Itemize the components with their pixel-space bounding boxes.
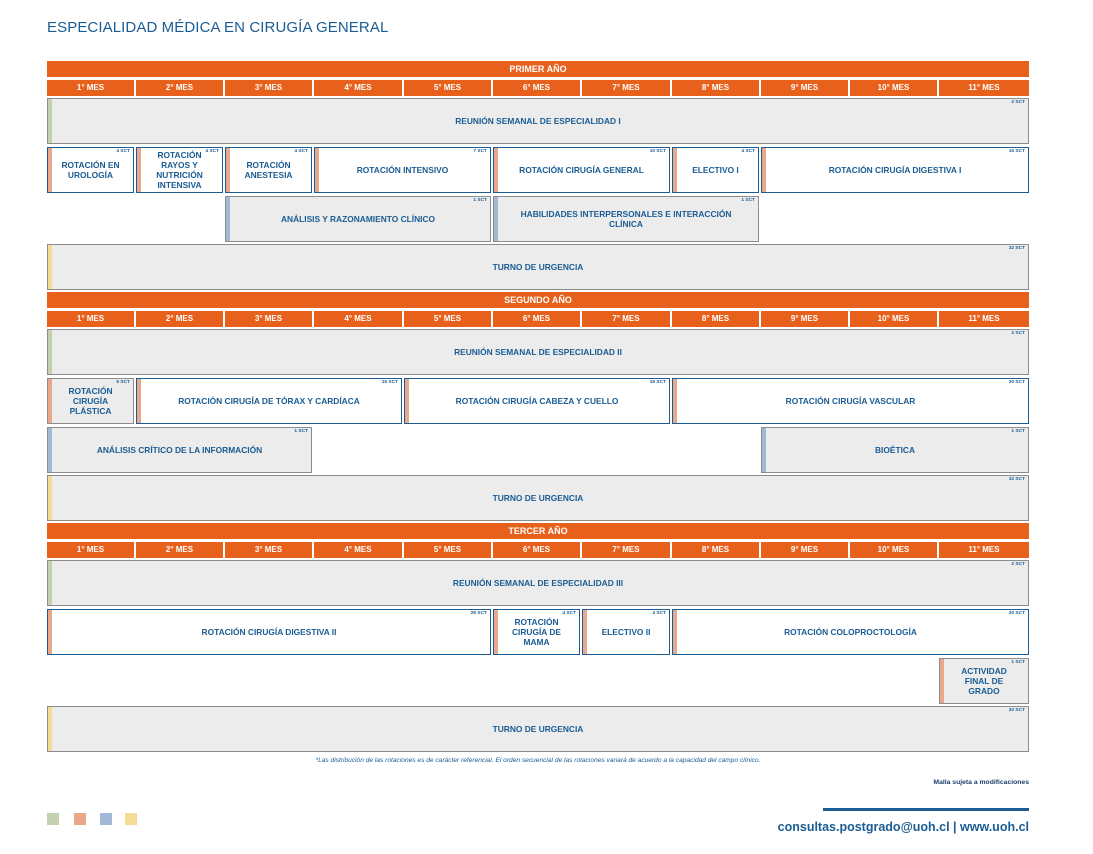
course-block-rotacion-cirugia-general [493, 147, 670, 193]
month-label: 2° MES [136, 80, 223, 96]
category-accent [940, 659, 944, 703]
course-block-turno-de-urgencia [47, 244, 1029, 290]
course-block-reunion-semanal-de-especialidad-iii [47, 560, 1029, 606]
credit-badge: 1 SCT [1011, 660, 1025, 665]
course-label: ROTACIÓN CIRUGÍA DE MAMA [511, 617, 561, 647]
credit-badge: 20 SCT [1008, 611, 1025, 616]
credit-badge: 15 SCT [381, 380, 398, 385]
legend-swatch-yellow [125, 813, 137, 825]
year-header: TERCER AÑO [47, 523, 1029, 539]
course-block-rotacion-cirugia-vascular [672, 378, 1029, 424]
month-label: 5° MES [404, 80, 491, 96]
credit-badge: 5 SCT [116, 380, 130, 385]
month-label: 11° MES [939, 542, 1029, 558]
category-accent [673, 379, 677, 423]
category-accent [762, 428, 766, 472]
course-block-electivo-i [672, 147, 759, 193]
month-label: 5° MES [404, 311, 491, 327]
course-label: ROTACIÓN INTENSIVO [356, 165, 449, 175]
course-block-rotacion-rayos-y-nutricion-intensiva [136, 147, 223, 193]
course-label: ROTACIÓN CIRUGÍA DIGESTIVA II [201, 627, 337, 637]
course-block-analisis-critico-de-la-informacion [47, 427, 312, 473]
course-label: ROTACIÓN CIRUGÍA PLÁSTICA [68, 386, 113, 416]
course-block-rotacion-cirugia-plastica [47, 378, 134, 424]
course-block-rotacion-anestesia [225, 147, 312, 193]
month-label: 1° MES [47, 542, 134, 558]
legend-swatch-blue [100, 813, 112, 825]
month-label: 7° MES [582, 311, 670, 327]
course-block-rotacion-coloproctologia [672, 609, 1029, 655]
course-block-rotacion-cirugia-de-torax-y-cardiaca [136, 378, 402, 424]
credit-badge: 2 SCT [1011, 331, 1025, 336]
course-label: ROTACIÓN EN UROLOGÍA [61, 160, 120, 180]
credit-badge: 4 SCT [205, 149, 219, 154]
credit-badge: 2 SCT [1011, 562, 1025, 567]
course-label: TURNO DE URGENCIA [492, 724, 584, 734]
course-block-rotacion-intensivo [314, 147, 491, 193]
category-accent [315, 148, 319, 192]
course-label: ELECTIVO I [692, 165, 739, 175]
course-label: TURNO DE URGENCIA [492, 262, 584, 272]
malla-note: Malla sujeta a modificaciones [933, 779, 1029, 786]
course-label: ANÁLISIS CRÍTICO DE LA INFORMACIÓN [96, 445, 263, 455]
category-accent [48, 99, 52, 143]
course-block-rotacion-en-urologia [47, 147, 134, 193]
category-accent [48, 707, 52, 751]
credit-badge: 1 SCT [473, 198, 487, 203]
course-label: ACTIVIDAD FINAL DE GRADO [961, 666, 1007, 696]
credit-badge: 1 SCT [1011, 429, 1025, 434]
category-accent [48, 245, 52, 289]
month-label: 9° MES [761, 542, 848, 558]
month-label: 10° MES [850, 80, 937, 96]
month-header-row [47, 542, 1029, 558]
category-accent [673, 610, 677, 654]
course-label: ROTACIÓN CIRUGÍA GENERAL [519, 165, 644, 175]
month-label: 8° MES [672, 80, 759, 96]
category-accent [226, 148, 230, 192]
category-accent [405, 379, 409, 423]
category-accent [762, 148, 766, 192]
contact-divider [823, 808, 1029, 811]
course-block-actividad-final-de-grado [939, 658, 1029, 704]
course-label: ROTACIÓN CIRUGÍA CABEZA Y CUELLO [455, 396, 619, 406]
month-label: 4° MES [314, 542, 402, 558]
course-label: BIOÉTICA [874, 445, 915, 455]
course-block-rotacion-cirugia-de-mama [493, 609, 580, 655]
course-block-rotacion-cirugia-digestiva-ii [47, 609, 491, 655]
course-block-electivo-ii [582, 609, 670, 655]
category-accent [673, 148, 677, 192]
month-header-row [47, 80, 1029, 96]
course-block-analisis-y-razonamiento-clinico [225, 196, 491, 242]
course-block-turno-de-urgencia [47, 475, 1029, 521]
category-accent [48, 330, 52, 374]
course-block-habilidades-interpersonales-e-interaccion-clinica [493, 196, 759, 242]
page-title: ESPECIALIDAD MÉDICA EN CIRUGÍA GENERAL [47, 19, 389, 36]
legend-swatch-green [47, 813, 59, 825]
year-header: PRIMER AÑO [47, 61, 1029, 77]
credit-badge: 32 SCT [1008, 477, 1025, 482]
course-label: ROTACIÓN CIRUGÍA DE TÓRAX Y CARDÍACA [178, 396, 360, 406]
credit-badge: 2 SCT [1011, 100, 1025, 105]
credit-badge: 20 SCT [1008, 380, 1025, 385]
month-label: 11° MES [939, 311, 1029, 327]
credit-badge: 32 SCT [1008, 708, 1025, 713]
month-label: 1° MES [47, 80, 134, 96]
category-accent [137, 148, 141, 192]
month-label: 3° MES [225, 80, 312, 96]
credit-badge: 15 SCT [649, 380, 666, 385]
course-label: ROTACIÓN CIRUGÍA VASCULAR [785, 396, 916, 406]
course-block-bioetica [761, 427, 1029, 473]
month-label: 5° MES [404, 542, 491, 558]
course-label: REUNIÓN SEMANAL DE ESPECIALIDAD I [455, 116, 621, 126]
month-label: 3° MES [225, 542, 312, 558]
category-accent [48, 379, 52, 423]
credit-badge: 32 SCT [1008, 246, 1025, 251]
category-accent [494, 197, 498, 241]
month-label: 8° MES [672, 542, 759, 558]
course-label: REUNIÓN SEMANAL DE ESPECIALIDAD III [452, 578, 624, 588]
credit-badge: 4 SCT [116, 149, 130, 154]
credit-badge: 4 SCT [562, 611, 576, 616]
footnote: *Las distribución de las rotaciones es de carácter referencial. El orden secuencial de las rotaciones variará de acuerdo a la capacidad del campo clínico. [315, 757, 761, 764]
course-label: TURNO DE URGENCIA [492, 493, 584, 503]
credit-badge: 1 SCT [741, 198, 755, 203]
course-label: ROTACIÓN COLOPROCTOLOGÍA [784, 627, 917, 637]
month-label: 8° MES [672, 311, 759, 327]
category-accent [583, 610, 587, 654]
credit-badge: 1 SCT [294, 429, 308, 434]
course-label: ANÁLISIS Y RAZONAMIENTO CLÍNICO [280, 214, 436, 224]
month-label: 10° MES [850, 542, 937, 558]
month-label: 6° MES [493, 542, 580, 558]
category-accent [137, 379, 141, 423]
course-block-reunion-semanal-de-especialidad-ii [47, 329, 1029, 375]
month-label: 2° MES [136, 311, 223, 327]
course-label: ELECTIVO II [601, 627, 651, 637]
course-block-rotacion-cirugia-digestiva-i [761, 147, 1029, 193]
month-label: 6° MES [493, 311, 580, 327]
month-label: 7° MES [582, 542, 670, 558]
credit-badge: 15 SCT [1008, 149, 1025, 154]
course-label: ROTACIÓN ANESTESIA [244, 160, 293, 180]
category-accent [48, 148, 52, 192]
credit-badge: 4 SCT [741, 149, 755, 154]
course-label: HABILIDADES INTERPERSONALES E INTERACCIÓN CLÍNICA [520, 209, 732, 229]
course-label: ROTACIÓN CIRUGÍA DIGESTIVA I [828, 165, 962, 175]
contact-info[interactable]: consultas.postgrado@uoh.cl | www.uoh.cl [777, 820, 1029, 834]
category-accent [48, 561, 52, 605]
credit-badge: 25 SCT [470, 611, 487, 616]
month-label: 1° MES [47, 311, 134, 327]
category-accent [226, 197, 230, 241]
credit-badge: 4 SCT [652, 611, 666, 616]
course-label: REUNIÓN SEMANAL DE ESPECIALIDAD II [454, 347, 622, 357]
legend-swatch-salmon [74, 813, 86, 825]
month-label: 6° MES [493, 80, 580, 96]
category-accent [494, 148, 498, 192]
curriculum-grid [47, 61, 1029, 753]
course-block-reunion-semanal-de-especialidad-i [47, 98, 1029, 144]
month-label: 2° MES [136, 542, 223, 558]
category-accent [48, 610, 52, 654]
course-block-turno-de-urgencia [47, 706, 1029, 752]
year-header: SEGUNDO AÑO [47, 292, 1029, 308]
category-accent [494, 610, 498, 654]
credit-badge: 10 SCT [649, 149, 666, 154]
month-label: 4° MES [314, 311, 402, 327]
month-label: 9° MES [761, 311, 848, 327]
month-label: 3° MES [225, 311, 312, 327]
course-label: ROTACIÓN RAYOS Y NUTRICIÓN INTENSIVA [156, 150, 203, 190]
month-header-row [47, 311, 1029, 327]
credit-badge: 4 SCT [294, 149, 308, 154]
category-accent [48, 428, 52, 472]
category-accent [48, 476, 52, 520]
month-label: 4° MES [314, 80, 402, 96]
month-label: 9° MES [761, 80, 848, 96]
month-label: 11° MES [939, 80, 1029, 96]
month-label: 7° MES [582, 80, 670, 96]
course-block-rotacion-cirugia-cabeza-y-cuello [404, 378, 670, 424]
credit-badge: 7 SCT [473, 149, 487, 154]
month-label: 10° MES [850, 311, 937, 327]
